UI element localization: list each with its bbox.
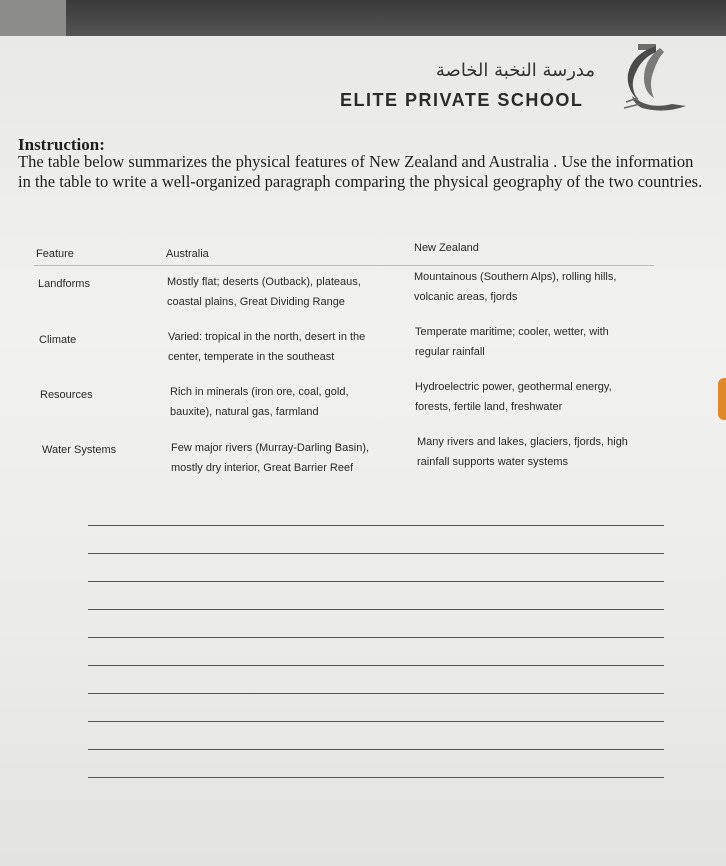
row-resources-feature: Resources <box>40 389 93 401</box>
header-australia: Australia <box>166 248 209 260</box>
writing-line[interactable] <box>88 721 664 722</box>
writing-line[interactable] <box>88 609 664 610</box>
writing-line[interactable] <box>88 553 664 554</box>
row-landforms-australia: Mostly flat; deserts (Outback), plateaus, coastal plains, Great Dividing Range <box>167 276 361 308</box>
row-climate-new-zealand: Temperate maritime; cooler, wetter, with regular rainfall <box>415 326 609 358</box>
writing-line[interactable] <box>88 749 664 750</box>
header-feature: Feature <box>36 248 74 260</box>
row-landforms-new-zealand: Mountainous (Southern Alps), rolling hills, volcanic areas, fjords <box>414 271 617 303</box>
writing-line[interactable] <box>88 581 664 582</box>
instruction-title: Instruction: <box>18 135 105 154</box>
writing-line[interactable] <box>88 777 664 778</box>
row-water-systems-feature: Water Systems <box>42 444 117 456</box>
row-landforms-feature: Landforms <box>38 278 90 290</box>
row-water-systems-new-zealand: Many rivers and lakes, glaciers, fjords, high rainfall supports water systems <box>417 436 628 468</box>
school-name-arabic: مدرسة النخبة الخاصة <box>435 60 595 81</box>
school-logo-icon <box>598 40 698 120</box>
school-name: ELITE PRIVATE SCHOOL <box>340 90 584 110</box>
writing-line[interactable] <box>88 525 664 526</box>
top-left-shade <box>0 0 66 38</box>
writing-line[interactable] <box>88 693 664 694</box>
instruction-text: The table below summarizes the physical features of New Zealand and Australia . Use the information in the table to write a well-organized paragraph comparing the physical geography of the two countries. <box>18 152 703 191</box>
row-climate-feature: Climate <box>39 334 77 346</box>
orange-edge-object <box>718 378 726 420</box>
row-water-systems-australia: Few major rivers (Murray-Darling Basin), mostly dry interior, Great Barrier Reef <box>171 442 370 474</box>
row-resources-new-zealand: Hydroelectric power, geothermal energy, forests, fertile land, freshwater <box>415 381 612 413</box>
row-resources-australia: Rich in minerals (iron ore, coal, gold, bauxite), natural gas, farmland <box>170 386 349 418</box>
writing-line[interactable] <box>88 637 664 638</box>
writing-line[interactable] <box>88 665 664 666</box>
header-divider <box>34 265 654 266</box>
row-climate-australia: Varied: tropical in the north, desert in the center, temperate in the southeast <box>168 331 366 363</box>
top-dark-band <box>0 0 726 38</box>
header-new-zealand: New Zealand <box>414 242 479 254</box>
